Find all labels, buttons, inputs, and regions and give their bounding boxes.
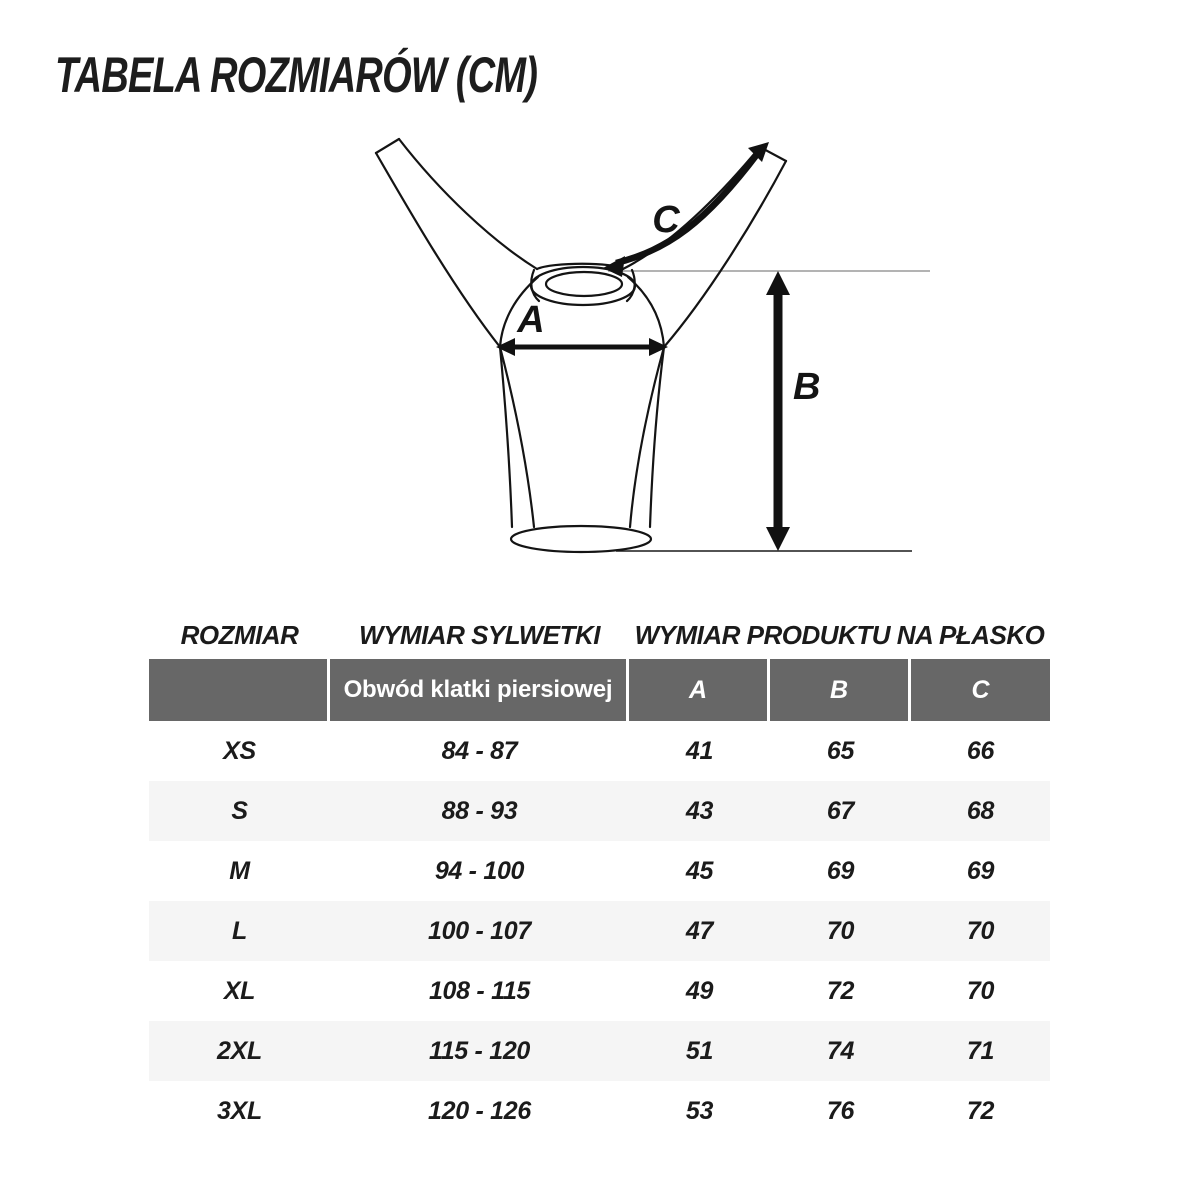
size-cell: M xyxy=(229,856,250,885)
chest-cell: 84 - 87 xyxy=(441,736,518,765)
b-column-header: B xyxy=(770,659,911,721)
table-row-m xyxy=(149,841,1050,901)
group-header-product: WYMIAR PRODUKTU NA PŁASKO xyxy=(634,620,1045,650)
b-cell: 67 xyxy=(826,796,855,825)
a-cell: 51 xyxy=(685,1036,714,1065)
label-a: A xyxy=(517,299,545,341)
table-row-3xl xyxy=(149,1081,1050,1141)
c-cell: 71 xyxy=(966,1036,995,1065)
size-cell: 2XL xyxy=(217,1036,262,1065)
a-cell: 47 xyxy=(685,916,714,945)
table-row-s xyxy=(149,781,1050,841)
table-body xyxy=(149,721,1050,1141)
page-title: TABELA ROZMIARÓW (CM) xyxy=(55,47,538,103)
chest-column-header: Obwód klatki piersiowej xyxy=(330,659,629,721)
b-cell: 74 xyxy=(826,1036,855,1065)
chest-cell: 100 - 107 xyxy=(428,916,531,945)
c-column-header: C xyxy=(971,675,990,704)
table-row-2xl xyxy=(149,1021,1050,1081)
c-cell: 70 xyxy=(966,916,995,945)
label-b: B xyxy=(793,366,821,408)
group-header-size: ROZMIAR xyxy=(180,620,299,650)
chest-cell: 94 - 100 xyxy=(434,856,525,885)
size-cell: S xyxy=(231,796,248,825)
sleeve-length-arrow xyxy=(603,142,769,277)
table-header-row xyxy=(149,659,1050,721)
a-cell: 41 xyxy=(685,736,714,765)
c-cell: 69 xyxy=(966,856,995,885)
size-cell: L xyxy=(232,916,247,945)
table-row-xl xyxy=(149,961,1050,1021)
table-group-headers xyxy=(149,610,1050,654)
size-cell: XL xyxy=(223,976,256,1005)
b-cell: 76 xyxy=(826,1096,855,1125)
a-column-header: A xyxy=(629,659,770,721)
length-arrow xyxy=(766,271,790,551)
chest-cell: 88 - 93 xyxy=(441,796,518,825)
a-cell: 53 xyxy=(685,1096,714,1125)
c-cell: 66 xyxy=(966,736,995,765)
b-cell: 65 xyxy=(826,736,855,765)
c-cell: 70 xyxy=(966,976,995,1005)
size-cell: 3XL xyxy=(217,1096,262,1125)
b-cell: 69 xyxy=(826,856,855,885)
table-row-l xyxy=(149,901,1050,961)
b-cell: 72 xyxy=(826,976,855,1005)
c-cell: 68 xyxy=(966,796,995,825)
chest-cell: 108 - 115 xyxy=(428,976,531,1005)
corner-cell xyxy=(149,659,330,721)
a-cell: 43 xyxy=(685,796,714,825)
a-cell: 49 xyxy=(685,976,714,1005)
b-cell: 70 xyxy=(826,916,855,945)
table-row-xs xyxy=(149,721,1050,781)
c-cell: 72 xyxy=(966,1096,995,1125)
chest-cell: 115 - 120 xyxy=(428,1036,531,1065)
label-c: C xyxy=(652,199,680,241)
jersey-measurement-diagram xyxy=(330,110,960,610)
chest-cell: 120 - 126 xyxy=(428,1096,531,1125)
size-cell: XS xyxy=(223,736,256,765)
a-cell: 45 xyxy=(685,856,714,885)
group-header-body: WYMIAR SYLWETKI xyxy=(359,620,600,650)
